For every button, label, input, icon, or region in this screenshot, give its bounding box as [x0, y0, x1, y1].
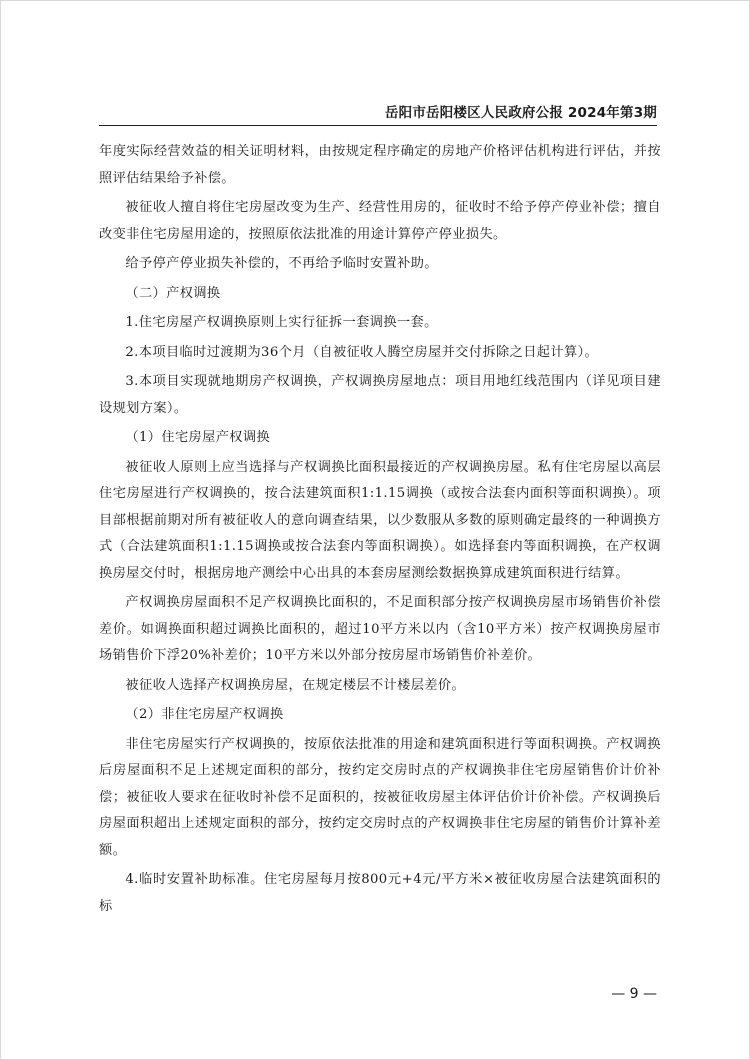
paragraph: 3.本项目实现就地期房产权调换，产权调换房屋地点：项目用地红线范围内（详见项目建设规划方案）。 — [99, 374, 661, 416]
paragraph: 被征收人擅自将住宅房屋改变为生产、经营性用房的，征收时不给予停产停业补偿；擅自改变非住宅房屋用途的，按照原依法批准的用途计算停产停业损失。 — [99, 200, 661, 242]
paragraph: 被征收人选择产权调换房屋，在规定楼层不计楼层差价。 — [125, 677, 466, 693]
header-title: 岳阳市岳阳楼区人民政府公报 2024年第3期 — [384, 105, 657, 121]
subsection-heading: （2）非住宅房屋产权调换 — [125, 707, 284, 722]
document-body — [99, 139, 661, 923]
paragraph: 产权调换房屋面积不足产权调换比面积的，不足面积部分按产权调换房屋市场销售价补偿差价。如调换面积超过调换比面积的，超过10平方米以内（含10平方米）按产权调换房屋市场销售价下浮20%补差价；10平方米以外部分按房屋市场销售价补差价。 — [99, 595, 661, 663]
paragraph: 4.临时安置补助标准。住宅房屋每月按800元+4元/平方米×被征收房屋合法建筑面积的标 — [99, 872, 661, 914]
page-number: — 9 — — [611, 986, 657, 1002]
paragraph: 年度实际经营效益的相关证明材料，由按规定程序确定的房地产价格评估机构进行评估，并按照评估结果给予补偿。 — [99, 144, 661, 186]
paragraph: 2.本项目临时过渡期为36个月（自被征收人腾空房屋并交付拆除之日起计算）。 — [125, 344, 599, 360]
paragraph: 给予停产停业损失补偿的，不再给予临时安置补助。 — [125, 256, 438, 271]
paragraph: 1.住宅房屋产权调换原则上实行征拆一套调换一套。 — [125, 315, 438, 330]
page-header — [99, 101, 657, 126]
subsection-heading: （1）住宅房屋产权调换 — [125, 430, 271, 445]
section-heading: （二）产权调换 — [125, 285, 221, 301]
paragraph: 被征收人原则上应当选择与产权调换比面积最接近的产权调换房屋。私有住宅房屋以高层住宅房屋进行产权调换的，按合法建筑面积1:1.15调换（或按合法套内面积等面积调换）。项目部根据前期对所有被征收人的意向调查结果，以少数服从多数的原则确定最终的一种调换方式（合法建筑面积1:1.15调换或按合法套内等面积调换）。如选择套内等面积调换，在产权调换房屋交付时，根据房地产测绘中心出具的本套房屋测绘数据换算成建筑面积进行结算。 — [99, 459, 661, 581]
paragraph: 非住宅房屋实行产权调换的，按原依法批准的用途和建筑面积进行等面积调换。产权调换后房屋面积不足上述规定面积的部分，按约定交房时点的产权调换非住宅房屋销售价计价补偿；被征收人要求在征收时补偿不足面积的，按被征收房屋主体评估价计价补偿。产权调换后房屋面积超出上述规定面积的部分，按约定交房时点的产权调换非住宅房屋的销售价计算补差额。 — [99, 736, 661, 858]
